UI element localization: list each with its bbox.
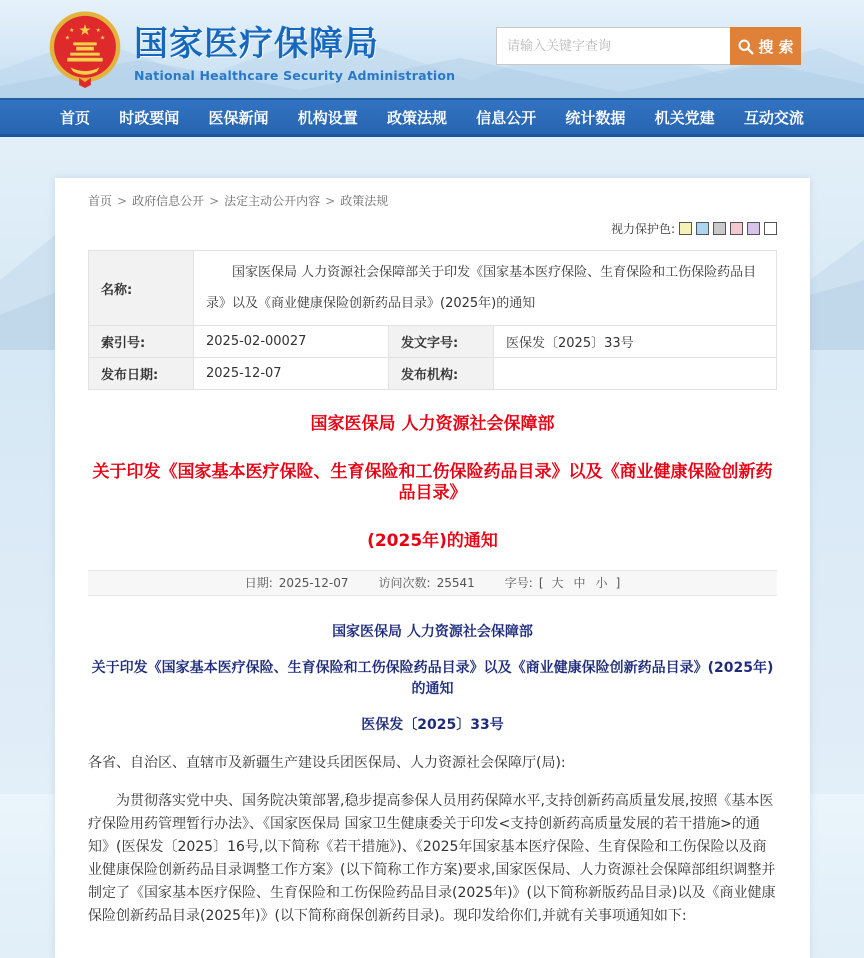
search-icon (737, 38, 754, 55)
document-number: 医保发〔2025〕33号 (361, 716, 504, 733)
search-input[interactable] (496, 27, 730, 65)
meta-docnum-value: 医保发〔2025〕33号 (494, 326, 777, 358)
breadcrumb-home[interactable]: 首页 (88, 194, 113, 208)
eye-protection-swatch-gray[interactable] (713, 222, 726, 235)
article-visits (379, 574, 475, 591)
meta-pubdate-value: 2025-12-07 (194, 358, 389, 390)
table-row (89, 358, 777, 390)
breadcrumb-statutory-disclosure[interactable]: 法定主动公开内容 (224, 194, 321, 208)
content-panel (55, 178, 810, 958)
svg-text:★: ★ (100, 35, 106, 42)
nav-item-politics-news[interactable]: 时政要闻 (119, 108, 180, 127)
eye-protection-swatch-white[interactable] (764, 222, 777, 235)
fontsize-bracket-close: ] (615, 575, 621, 590)
font-size-control (505, 574, 620, 591)
nav-item-information-disclosure[interactable]: 信息公开 (476, 108, 537, 127)
eye-protection-swatch-purple[interactable] (747, 222, 760, 235)
date-value: 2025-12-07 (278, 575, 349, 590)
nav-item-organization[interactable]: 机构设置 (297, 108, 358, 127)
search-bar (496, 27, 801, 65)
national-emblem-icon (48, 10, 122, 88)
eye-protection-swatch-yellow[interactable] (679, 222, 692, 235)
table-row (89, 251, 777, 326)
site-subtitle: National Healthcare Security Administration (134, 67, 456, 83)
article-date (245, 574, 349, 591)
visits-label: 访问次数: (378, 576, 431, 591)
svg-text:★: ★ (64, 35, 70, 42)
nav-item-party-building[interactable]: 机关党建 (654, 108, 715, 127)
article-title (88, 414, 777, 552)
fontsize-label: 字号: (504, 576, 533, 591)
meta-index-label: 索引号: (89, 326, 194, 358)
eye-protection-swatch-blue[interactable] (696, 222, 709, 235)
breadcrumb-gov-info[interactable]: 政府信息公开 (132, 194, 205, 208)
main-nav (0, 98, 864, 137)
breadcrumb-separator: > (117, 194, 128, 208)
search-button-label: 搜 索 (758, 37, 794, 56)
breadcrumb-separator: > (325, 194, 336, 208)
fontsize-large-button[interactable]: 大 (551, 576, 564, 591)
article-title-line1: 国家医保局 人力资源社会保障部 (310, 414, 555, 434)
salutation: 各省、自治区、直辖市及新疆生产建设兵团医保局、人力资源社会保障厅(局): (88, 754, 566, 771)
nav-item-interaction[interactable]: 互动交流 (743, 108, 804, 127)
nav-item-medical-insurance-news[interactable]: 医保新闻 (208, 108, 269, 127)
article-title-line2: 关于印发《国家基本医疗保险、生育保险和工伤保险药品目录》以及《商业健康保险创新药品目录》 (92, 462, 773, 503)
table-row (89, 326, 777, 358)
site-title-block (134, 16, 455, 83)
meta-name-label: 名称: (89, 251, 194, 326)
visits-value: 25541 (436, 575, 475, 590)
article-info-bar (88, 570, 777, 596)
date-label: 日期: (244, 576, 273, 591)
svg-text:★: ★ (95, 28, 101, 35)
site-brand (48, 10, 455, 88)
document-heading-line2: 关于印发《国家基本医疗保险、生育保险和工伤保险药品目录》以及《商业健康保险创新药品目录》(2025年)的通知 (91, 659, 774, 697)
eye-protection-label: 视力保护色: (610, 222, 675, 236)
meta-agency-label: 发布机构: (389, 358, 494, 390)
site-header (0, 0, 864, 98)
site-title: 国家医疗保障局 (134, 23, 379, 64)
breadcrumb (88, 192, 777, 209)
fontsize-bracket-open: [ (538, 575, 544, 590)
breadcrumb-separator: > (209, 194, 220, 208)
breadcrumb-policies[interactable]: 政策法规 (340, 194, 389, 208)
body-paragraph: 为贯彻落实党中央、国务院决策部署,稳步提高参保人员用药保障水平,支持创新药高质量发展,按照《基本医疗保险用药管理暂行办法》、《国家医保局 国家卫生健康委关于印发<支持创新药高质量发展的若干措施>的通知》(医保发〔2025〕16号,以下简称《若干措施》)、《2025年国家基本医疗保险、生育保险和工伤保险以及商业健康保险创新药品目录调整工作方案》(以下简称工作方案)要求,国家医保局、人力资源社会保障部组织调整并制定了《国家基本医疗保险、生育保险和工伤保险药品目录(2025年)》(以下简称新版药品目录)以及《商业健康保险创新药品目录(2025年)》(以下简称商保创新药目录)。现印发给你们,并就有关事项通知如下: (88, 792, 776, 924)
fontsize-small-button[interactable]: 小 (595, 576, 608, 591)
eye-protection-row (88, 220, 777, 237)
nav-item-policies-regulations[interactable]: 政策法规 (386, 108, 447, 127)
meta-agency-value (494, 358, 777, 390)
fontsize-medium-button[interactable]: 中 (573, 576, 586, 591)
article-title-line3: (2025年)的通知 (367, 531, 498, 552)
meta-name-value: 国家医保局 人力资源社会保障部关于印发《国家基本医疗保险、生育保险和工伤保险药品目录》以及《商业健康保险创新药品目录》(2025年)的通知 (194, 251, 777, 326)
document-body (88, 752, 777, 928)
nav-item-statistics[interactable]: 统计数据 (565, 108, 626, 127)
svg-text:★: ★ (69, 28, 75, 35)
meta-pubdate-label: 发布日期: (89, 358, 194, 390)
meta-docnum-label: 发文字号: (389, 326, 494, 358)
eye-protection-swatch-pink[interactable] (730, 222, 743, 235)
meta-index-value: 2025-02-00027 (194, 326, 389, 358)
svg-text:★: ★ (78, 22, 92, 40)
document-heading-line1: 国家医保局 人力资源社会保障部 (332, 623, 533, 640)
nav-item-home[interactable]: 首页 (60, 108, 91, 127)
document-meta-table (88, 250, 777, 390)
search-button[interactable] (730, 27, 801, 65)
document-heading (88, 622, 777, 736)
